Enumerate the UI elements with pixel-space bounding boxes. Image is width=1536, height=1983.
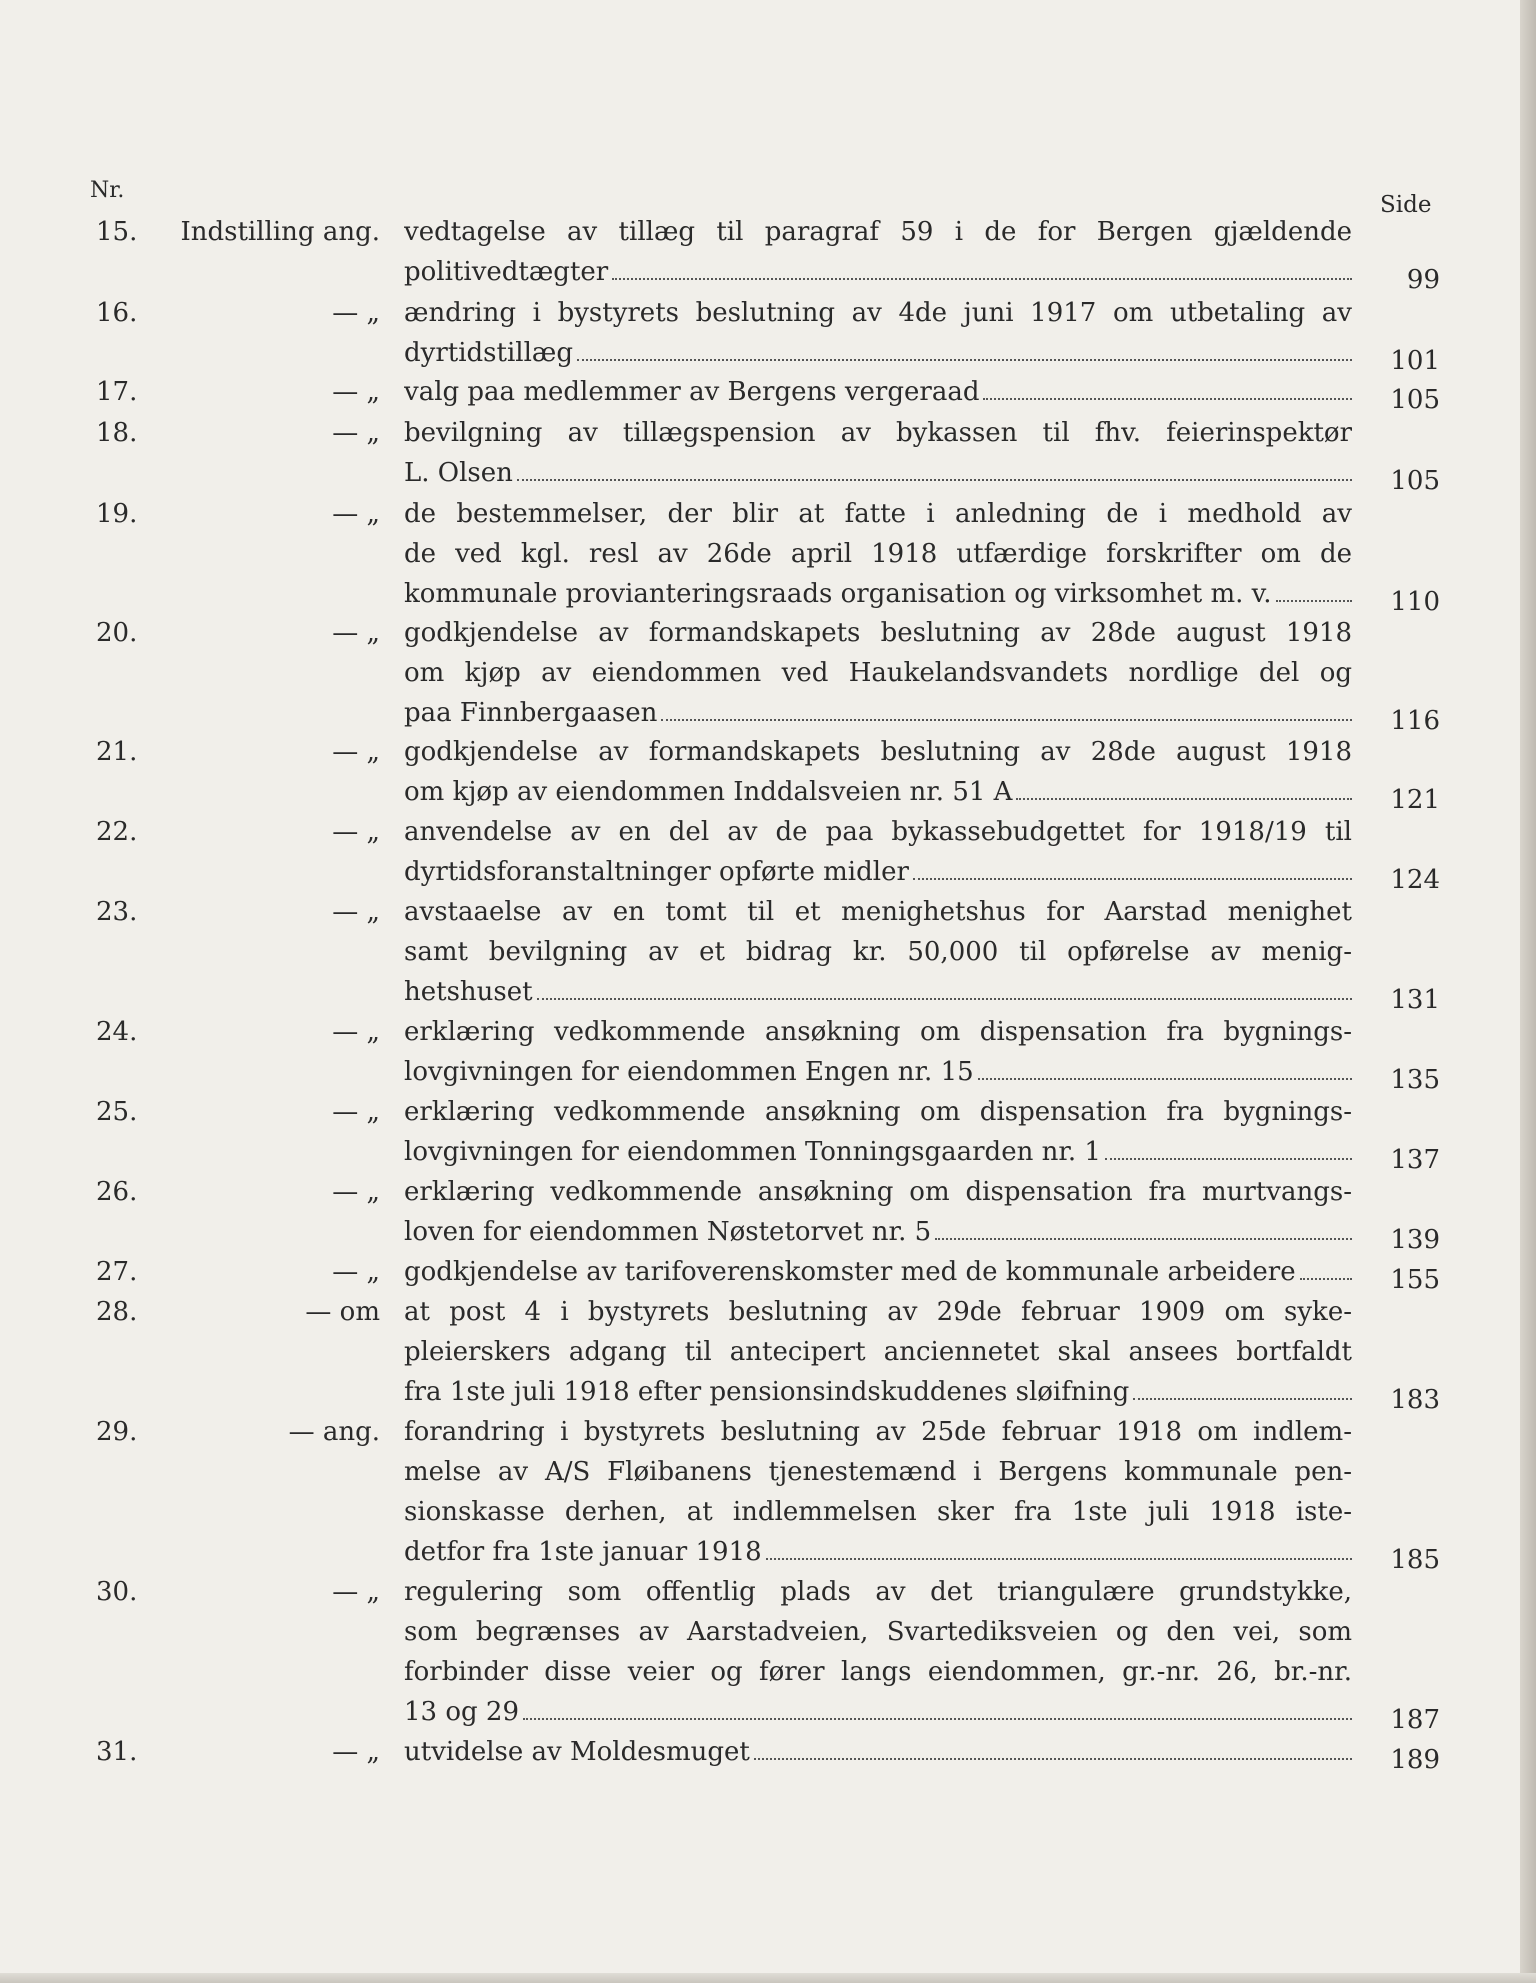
entry-number: 18. <box>96 418 138 448</box>
entry-number: 28. <box>96 1297 138 1327</box>
page-number: 137 <box>1390 1145 1440 1175</box>
entry-prefix: — „ <box>332 1257 380 1287</box>
page-number: 131 <box>1390 985 1440 1015</box>
entry-prefix: — „ <box>332 377 380 407</box>
description-line-text: dyrtidstillæg <box>404 338 573 368</box>
entry-prefix: — „ <box>332 1097 380 1127</box>
description-line-text: dyrtidsforanstaltninger opførte midler <box>404 857 909 887</box>
description-line-text: L. Olsen <box>404 458 513 488</box>
description-line <box>404 1132 1352 1172</box>
entry-number: 21. <box>96 737 138 767</box>
page-number: 187 <box>1390 1705 1440 1735</box>
entry-prefix: — ang. <box>288 1417 380 1447</box>
entry-description <box>404 1012 1352 1092</box>
description-line <box>404 1212 1352 1252</box>
description-line <box>404 1532 1352 1572</box>
description-line-text: godkjendelse av tarifoverenskomster med de kommunale arbeidere <box>404 1257 1296 1287</box>
description-line <box>404 1252 1352 1292</box>
entry-number: 24. <box>96 1017 138 1047</box>
page-number: 183 <box>1390 1385 1440 1415</box>
entry-prefix: — „ <box>332 1737 380 1767</box>
entry-description <box>404 892 1352 1012</box>
page-number: 121 <box>1390 785 1440 815</box>
page-number: 139 <box>1390 1225 1440 1255</box>
entry-number: 27. <box>96 1257 138 1287</box>
page-edge-shadow <box>1520 0 1536 1983</box>
description-line: erklæring vedkommende ansøkning om dispensation fra bygnings- <box>404 1097 1352 1127</box>
description-line: de ved kgl. resl av 26de april 1918 utfærdige forskrifter om de <box>404 539 1352 569</box>
leader-dots <box>661 718 1352 721</box>
leader-dots <box>1016 797 1352 800</box>
description-line: vedtagelse av tillæg til paragraf 59 i de for Bergen gjældende <box>404 217 1352 247</box>
description-line <box>404 693 1352 733</box>
description-line: anvendelse av en del av de paa bykassebudgettet for 1918/19 til <box>404 817 1352 847</box>
description-line <box>404 1052 1352 1092</box>
description-line <box>404 574 1352 614</box>
page-number: 124 <box>1390 865 1440 895</box>
description-line <box>404 852 1352 892</box>
description-line-text: lovgivningen for eiendommen Engen nr. 15 <box>404 1057 974 1087</box>
description-line: at post 4 i bystyrets beslutning av 29de februar 1909 om syke- <box>404 1297 1352 1327</box>
entry-description <box>404 1412 1352 1572</box>
description-line-text: detfor fra 1ste januar 1918 <box>404 1537 762 1567</box>
entry-number: 15. <box>96 217 138 247</box>
entry-prefix: Indstilling ang. <box>180 217 380 247</box>
entry-description <box>404 293 1352 373</box>
description-line: avstaaelse av en tomt til et menighetshus for Aarstad menighet <box>404 897 1352 927</box>
entry-prefix: — „ <box>332 618 380 648</box>
leader-dots <box>1105 1157 1352 1160</box>
leader-dots <box>913 877 1352 880</box>
entry-number: 16. <box>96 298 138 328</box>
leader-dots <box>577 358 1352 361</box>
description-line: godkjendelse av formandskapets beslutning av 28de august 1918 <box>404 618 1352 648</box>
entry-number: 30. <box>96 1577 138 1607</box>
entry-prefix: — „ <box>332 298 380 328</box>
page-number: 155 <box>1390 1265 1440 1295</box>
column-header-nr: Nr. <box>90 178 125 203</box>
entry-prefix: — „ <box>332 737 380 767</box>
description-line <box>404 772 1352 812</box>
page-number: 185 <box>1390 1545 1440 1575</box>
description-line <box>404 1732 1352 1772</box>
description-line: forandring i bystyrets beslutning av 25de februar 1918 om indlem- <box>404 1417 1352 1447</box>
description-line: regulering som offentlig plads av det triangulære grundstykke, <box>404 1577 1352 1607</box>
entry-number: 29. <box>96 1417 138 1447</box>
description-line: erklæring vedkommende ansøkning om dispensation fra bygnings- <box>404 1017 1352 1047</box>
entry-description <box>404 1252 1352 1292</box>
description-line-text: loven for eiendommen Nøstetorvet nr. 5 <box>404 1217 932 1247</box>
description-line-text: om kjøp av eiendommen Inddalsveien nr. 51 A <box>404 777 1013 807</box>
description-line-text: fra 1ste juli 1918 efter pensionsindskuddenes sløifning <box>404 1377 1130 1407</box>
leader-dots <box>754 1757 1352 1760</box>
entry-description <box>404 812 1352 892</box>
leader-dots <box>612 277 1352 280</box>
page-number: 135 <box>1390 1065 1440 1095</box>
description-line <box>404 1692 1352 1732</box>
entry-prefix: — „ <box>332 897 380 927</box>
entry-description <box>404 1092 1352 1172</box>
page-number: 110 <box>1390 587 1440 617</box>
description-line: melse av A/S Fløibanens tjenestemænd i Bergens kommunale pen- <box>404 1457 1352 1487</box>
description-line <box>404 972 1352 1012</box>
entry-number: 26. <box>96 1177 138 1207</box>
description-line-text: lovgivningen for eiendommen Tonningsgaarden nr. 1 <box>404 1137 1101 1167</box>
leader-dots <box>1133 1397 1352 1400</box>
page-number: 105 <box>1390 385 1440 415</box>
description-line <box>404 333 1352 373</box>
entry-description <box>404 1572 1352 1732</box>
page-number: 101 <box>1390 346 1440 376</box>
entry-number: 23. <box>96 897 138 927</box>
page-number: 99 <box>1406 265 1440 295</box>
description-line-text: hetshuset <box>404 977 533 1007</box>
description-line: om kjøp av eiendommen ved Haukelandsvandets nordlige del og <box>404 658 1352 688</box>
entry-number: 25. <box>96 1097 138 1127</box>
entry-prefix: — om <box>305 1297 380 1327</box>
entry-prefix: — „ <box>332 499 380 529</box>
entry-number: 22. <box>96 817 138 847</box>
description-line-text: 13 og 29 <box>404 1697 519 1727</box>
description-line: erklæring vedkommende ansøkning om dispensation fra murtvangs- <box>404 1177 1352 1207</box>
page-number: 189 <box>1390 1745 1440 1775</box>
leader-dots <box>978 1077 1352 1080</box>
entry-number: 31. <box>96 1737 138 1767</box>
entry-number: 19. <box>96 499 138 529</box>
leader-dots <box>1276 599 1353 602</box>
description-line: pleierskers adgang til antecipert anciennetet skal ansees bortfaldt <box>404 1337 1352 1367</box>
description-line: godkjendelse av formandskapets beslutning av 28de august 1918 <box>404 737 1352 767</box>
entry-prefix: — „ <box>332 418 380 448</box>
entry-description <box>404 613 1352 733</box>
entry-prefix: — „ <box>332 1177 380 1207</box>
page-bottom-edge <box>0 1973 1536 1983</box>
entry-number: 20. <box>96 618 138 648</box>
entry-prefix: — „ <box>332 1577 380 1607</box>
leader-dots <box>517 478 1352 481</box>
entry-description <box>404 372 1352 412</box>
entry-prefix: — „ <box>332 817 380 847</box>
description-line <box>404 453 1352 493</box>
entry-description <box>404 413 1352 493</box>
entry-description <box>404 732 1352 812</box>
description-line: som begrænses av Aarstadveien, Svartediksveien og den vei, som <box>404 1617 1352 1647</box>
leader-dots <box>935 1237 1352 1240</box>
description-line <box>404 1372 1352 1412</box>
entry-description <box>404 212 1352 292</box>
leader-dots <box>983 397 1352 400</box>
description-line-text: kommunale provianteringsraads organisation og virksomhet m. v. <box>404 579 1272 609</box>
description-line-text: utvidelse av Moldesmuget <box>404 1737 750 1767</box>
leader-dots <box>523 1717 1352 1720</box>
page-number: 116 <box>1390 706 1440 736</box>
description-line-text: valg paa medlemmer av Bergens vergeraad <box>404 377 980 407</box>
description-line-text: paa Finnbergaasen <box>404 698 658 728</box>
description-line <box>404 372 1352 412</box>
description-line-text: politivedtægter <box>404 257 609 287</box>
entry-prefix: — „ <box>332 1017 380 1047</box>
description-line: sionskasse derhen, at indlemmelsen sker fra 1ste juli 1918 iste- <box>404 1497 1352 1527</box>
column-header-side: Side <box>1380 192 1432 218</box>
description-line: ændring i bystyrets beslutning av 4de juni 1917 om utbetaling av <box>404 298 1352 328</box>
entry-description <box>404 1732 1352 1772</box>
description-line: bevilgning av tillægspension av bykassen til fhv. feierinspektør <box>404 418 1352 448</box>
leader-dots <box>537 997 1352 1000</box>
entry-description <box>404 494 1352 614</box>
page-number: 105 <box>1390 466 1440 496</box>
entry-number: 17. <box>96 377 138 407</box>
description-line <box>404 252 1352 292</box>
description-line: forbinder disse veier og fører langs eiendommen, gr.-nr. 26, br.-nr. <box>404 1657 1352 1687</box>
description-line: de bestemmelser, der blir at fatte i anledning de i medhold av <box>404 499 1352 529</box>
leader-dots <box>1300 1277 1352 1280</box>
leader-dots <box>766 1557 1352 1560</box>
entry-description <box>404 1172 1352 1252</box>
description-line: samt bevilgning av et bidrag kr. 50,000 til opførelse av menig- <box>404 937 1352 967</box>
entry-description <box>404 1292 1352 1412</box>
